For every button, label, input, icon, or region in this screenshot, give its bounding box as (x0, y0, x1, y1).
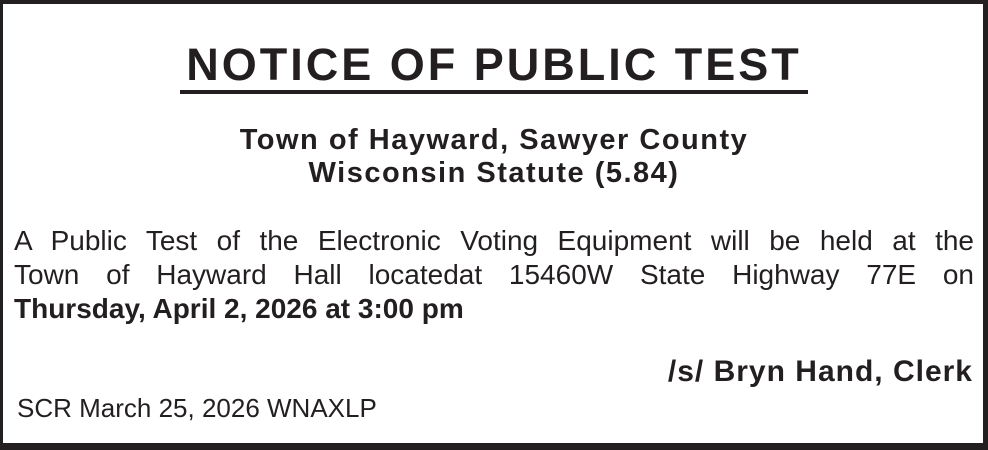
body-line-2: Town of Hayward Hall locatedat 15460W State Highway 77E on (14, 259, 974, 290)
body-line-1: A Public Test of the Electronic Voting Equipment will be held at the (14, 225, 974, 256)
publication-footer: SCR March 25, 2026 WNAXLP (17, 393, 377, 423)
subtitle-line-town: Town of Hayward, Sawyer County (239, 124, 749, 156)
notice-body-paragraph (14, 224, 974, 326)
body-line-datetime: Thursday, April 2, 2026 at 3:00 pm (14, 293, 464, 324)
clerk-signature: /s/ Bryn Hand, Clerk (667, 355, 973, 388)
notice-title-row (14, 39, 974, 94)
notice-content (3, 4, 983, 443)
notice-title: NOTICE OF PUBLIC TEST (180, 42, 808, 94)
notice-subtitle (14, 124, 974, 190)
subtitle-line-statute: Wisconsin Statute (5.84) (308, 157, 680, 189)
